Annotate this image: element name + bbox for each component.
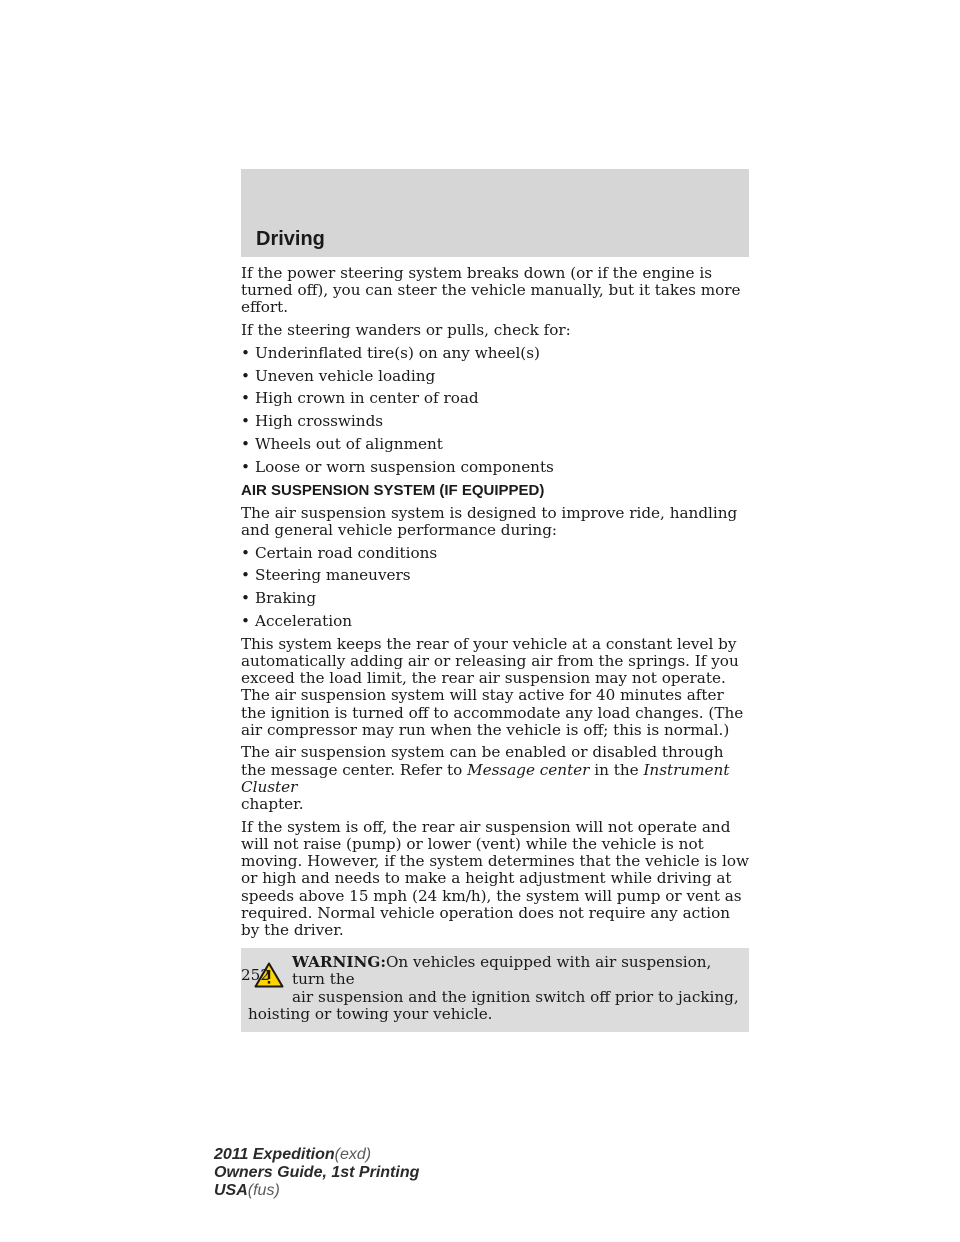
bullet-icon: • — [241, 589, 250, 608]
page-content — [241, 265, 749, 1032]
list-item: • Underinflated tire(s) on any wheel(s) — [241, 343, 540, 362]
list-item: • Wheels out of alignment — [241, 435, 443, 453]
message-center-reference: Message center — [467, 760, 590, 779]
warning-box — [241, 948, 749, 1032]
level-paragraph: This system keeps the rear of your vehicle at a constant level by automatically adding air or releasing air from the springs. If you exceed the load limit, the rear air suspension may not operate. The air suspension system will stay active for 40 minutes after the ignition is turned off to accommodate any load changes. (The air compressor may run when the vehicle is off; this is normal.) — [241, 634, 744, 739]
list-item: • Steering maneuvers — [241, 566, 411, 585]
list-item: • Acceleration — [241, 611, 353, 630]
list-item: • High crown in center of road — [241, 389, 479, 408]
document-footer: 2011 Expedition(exd) Owners Guide, 1st Printing USA(fus) — [214, 1146, 420, 1199]
list-item: • Certain road conditions — [241, 543, 438, 562]
list-item: • High crosswinds — [241, 412, 384, 431]
list-item: • Braking — [241, 589, 317, 608]
air-suspension-conditions — [241, 545, 749, 631]
power-steering-paragraph: If the power steering system breaks down (or if the engine is turned off), you can steer the vehicle manually, but it takes more effort. — [241, 264, 741, 317]
bullet-icon: • — [241, 343, 250, 362]
warning-text: WARNING:On vehicles equipped with air suspension, turn the air suspension and the ignition switch off prior to jacking, hoisting or towing your vehicle. — [248, 953, 739, 1023]
section-title: Driving — [256, 228, 325, 250]
steering-check-intro: If the steering wanders or pulls, check for: — [241, 321, 571, 340]
bullet-icon: • — [241, 457, 250, 476]
warning-label: WARNING: — [292, 953, 386, 972]
page-number: 252 — [241, 966, 270, 984]
air-suspension-intro: The air suspension system is designed to improve ride, handling and general vehicle performance during: — [241, 503, 738, 539]
instrument-cluster-reference: Instrument Cluster — [241, 760, 730, 796]
list-item: • Loose or worn suspension components — [241, 457, 554, 476]
enable-paragraph: The air suspension system can be enabled or disabled through the message center. Refer to Message center in the Instrument Cluster chapter. — [241, 743, 730, 814]
list-item: • Uneven vehicle loading — [241, 366, 436, 385]
bullet-icon: • — [241, 389, 250, 408]
bullet-icon: • — [241, 366, 250, 385]
bullet-icon: • — [241, 566, 250, 585]
steering-check-list — [241, 345, 749, 476]
bullet-icon: • — [241, 543, 250, 562]
bullet-icon: • — [241, 412, 250, 431]
air-suspension-heading: AIR SUSPENSION SYSTEM (IF EQUIPPED) — [241, 481, 545, 499]
bullet-icon: • — [241, 611, 250, 630]
system-off-paragraph: If the system is off, the rear air suspension will not operate and will not raise (pump) or lower (vent) while the vehicle is not moving. However, if the system determines that the vehicle is low or high and needs to make a height adjustment while driving at speeds above 15 mph (24 km/h), the system will pump or vent as required. Normal vehicle operation does not require any action by the driver. — [241, 817, 749, 939]
bullet-icon: • — [241, 435, 250, 453]
